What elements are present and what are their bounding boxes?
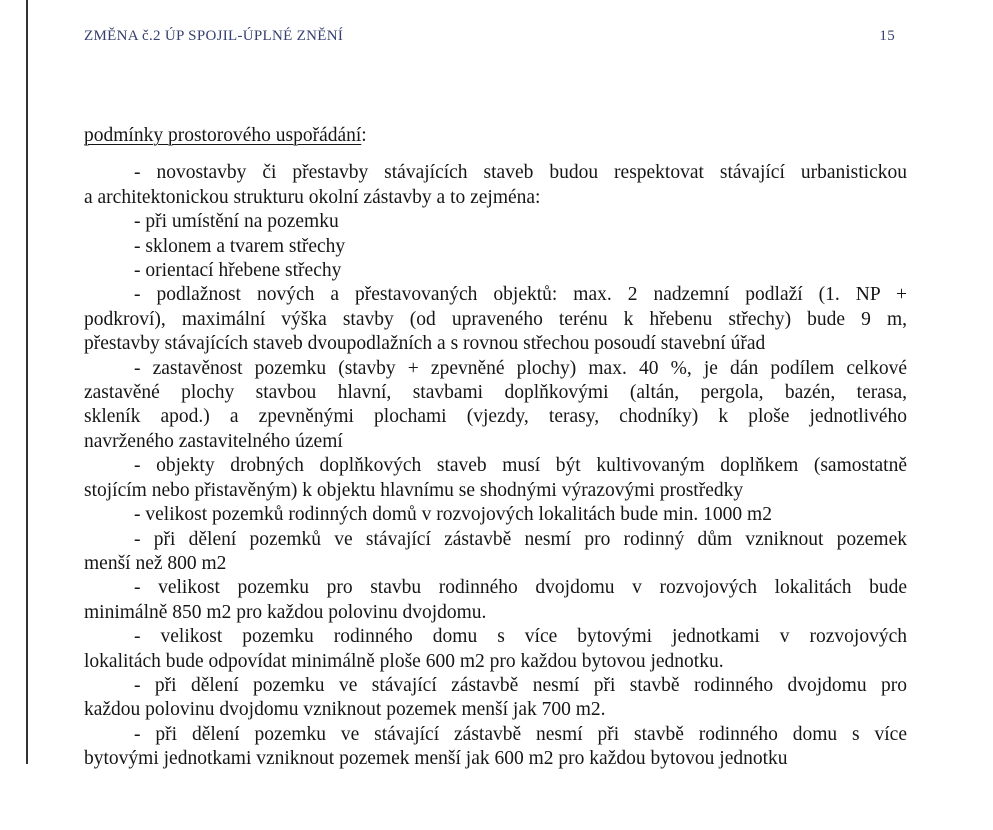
text-line: - při umístění na pozemku (134, 211, 339, 233)
text-line: minimálně 850 m2 pro každou polovinu dvojdomu. (84, 601, 487, 623)
page-number: 15 (879, 28, 895, 44)
text-line: - objekty drobných doplňkových staveb musí být kultivovaným doplňkem (samostatně (134, 455, 907, 477)
text-line: navrženého zastavitelného území (84, 430, 343, 452)
text-line: bytovými jednotkami vzniknout pozemek menší jak 600 m2 pro každou bytovou jednotku (84, 748, 788, 770)
text-line: lokalitách bude odpovídat minimálně ploše 600 m2 pro každou bytovou jednotku. (84, 650, 724, 672)
header-title: ZMĚNA č.2 ÚP SPOJIL-ÚPLNÉ ZNĚNÍ (84, 28, 344, 44)
text-line: podkroví), maximální výška stavby (od upraveného terénu k hřebenu střechy) bude 9 m, (84, 308, 907, 330)
text-line: - velikost pozemku pro stavbu rodinného dvojdomu v rozvojových lokalitách bude (134, 577, 907, 599)
section-heading (84, 124, 907, 148)
text-line: - při dělení pozemku ve stávající zástavbě nesmí při stavbě rodinného domu s více (134, 723, 907, 745)
text-line: - velikost pozemků rodinných domů v rozvojových lokalitách bude min. 1000 m2 (134, 504, 772, 526)
section-heading-colon: : (361, 125, 367, 146)
text-line: - podlažnost nových a přestavovaných objektů: max. 2 nadzemní podlaží (1. NP + (134, 284, 907, 306)
text-line: - při dělení pozemků ve stávající zástavbě nesmí pro rodinný dům vzniknout pozemek (134, 528, 907, 550)
text-line: stojícím nebo přistavěným) k objektu hlavnímu se shodnými výrazovými prostředky (84, 479, 744, 501)
text-line: a architektonickou strukturu okolní zástavby a to zejména: (84, 186, 541, 208)
text-line: menší než 800 m2 (84, 552, 227, 574)
text-line: skleník apod.) a zpevněnými plochami (vjezdy, terasy, chodníky) k ploše jednotlivého (84, 406, 907, 428)
text-line: - orientací hřebene střechy (134, 260, 342, 282)
text-line: každou polovinu dvojdomu vzniknout pozemek menší jak 700 m2. (84, 699, 606, 721)
text-line: - sklonem a tvarem střechy (134, 235, 346, 257)
text-line: - zastavěnost pozemku (stavby + zpevněné plochy) max. 40 %, je dán podílem celkové (134, 357, 907, 379)
text-line: zastavěné plochy stavbou hlavní, stavbami doplňkovými (altán, pergola, bazén, terasa, (84, 382, 907, 404)
scan-artifact-line (26, 0, 28, 764)
document-body (84, 124, 907, 772)
document-header (84, 27, 895, 45)
text-line: - velikost pozemku rodinného domu s více bytovými jednotkami v rozvojových (134, 626, 907, 648)
text-line: - při dělení pozemku ve stávající zástavbě nesmí při stavbě rodinného dvojdomu pro (134, 674, 907, 696)
text-line: přestavby stávajících staveb dvoupodlažních a s rovnou střechou posoudí stavební úřad (84, 333, 766, 355)
section-heading-text: podmínky prostorového uspořádání (84, 125, 362, 146)
text-line: - novostavby či přestavby stávajících staveb budou respektovat stávající urbanistickou (134, 162, 907, 184)
